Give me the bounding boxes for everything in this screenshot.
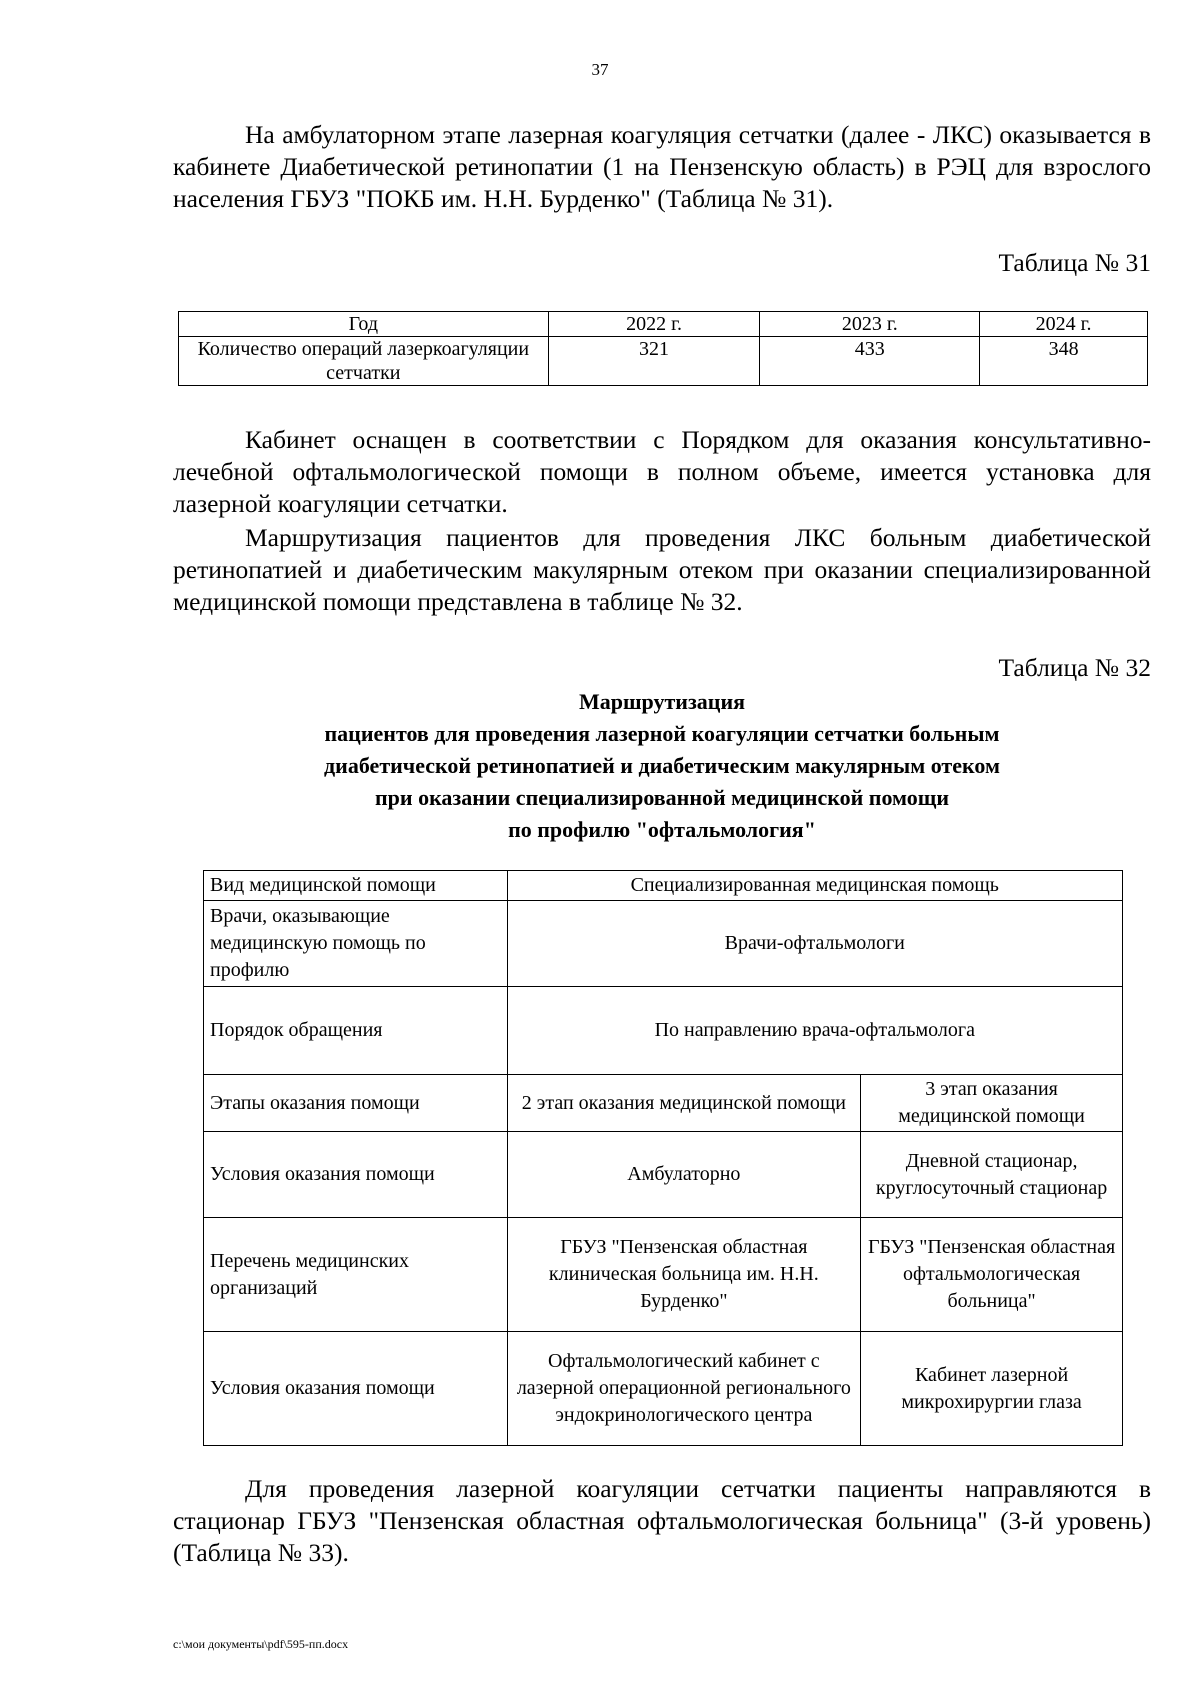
table-header-cell: 2023 г. (760, 312, 980, 337)
page-number: 37 (591, 60, 609, 79)
row-label: Вид медицинской помощи (204, 871, 508, 901)
row-value: Специализированная медицинская помощь (507, 871, 1122, 901)
table-row (204, 987, 1123, 1075)
table-row-label: Количество операций лазеркоагуляции сетчатки (179, 337, 549, 386)
table-row (204, 1132, 1123, 1218)
row-label: Перечень медицинских организаций (204, 1218, 508, 1332)
table-31 (178, 311, 1148, 386)
row-label: Врачи, оказывающие медицинскую помощь по профилю (204, 901, 508, 987)
file-path-footer: c:\мои документы\pdf\595-пп.docx (173, 1637, 349, 1651)
stage-3-cell: Дневной стационар, круглосуточный стационар (861, 1132, 1123, 1218)
table-32-title (173, 686, 1151, 846)
table-row (179, 337, 1148, 386)
stage-2-cell: Амбулаторно (507, 1132, 861, 1218)
row-label: Условия оказания помощи (204, 1332, 508, 1446)
row-label: Этапы оказания помощи (204, 1075, 508, 1132)
table-31-caption: Таблица № 31 (998, 248, 1151, 277)
title-line: Маршрутизация (578, 689, 746, 714)
table-32-caption: Таблица № 32 (998, 653, 1151, 682)
table-row (204, 871, 1123, 901)
stage-3-cell: ГБУЗ "Пензенская областная офтальмологическая больница" (861, 1218, 1123, 1332)
table-row (204, 901, 1123, 987)
table-header-cell: 2024 г. (980, 312, 1148, 337)
table-32 (203, 870, 1123, 1446)
table-header-cell: Год (179, 312, 549, 337)
table-row (204, 1332, 1123, 1446)
title-line: пациентов для проведения лазерной коагуляции сетчатки больным (324, 721, 1000, 746)
table-row (179, 312, 1148, 337)
table-cell-2024: 348 (980, 337, 1148, 386)
title-line: по профилю "офтальмология" (508, 817, 816, 842)
paragraph-hospital: Для проведения лазерной коагуляции сетчатки пациенты направляются в стационар ГБУЗ "Пензенская областная офтальмологическая больница" (3-й уровень) (Таблица № 33). (173, 1474, 1151, 1567)
table-row (204, 1075, 1123, 1132)
table-row (204, 1218, 1123, 1332)
stage-2-cell: 2 этап оказания медицинской помощи (507, 1075, 861, 1132)
table-header-cell: 2022 г. (548, 312, 760, 337)
row-value: Врачи-офтальмологи (507, 901, 1122, 987)
table-cell-2022: 321 (548, 337, 760, 386)
table-cell-2023: 433 (760, 337, 980, 386)
row-label: Порядок обращения (204, 987, 508, 1075)
paragraph-ambulatory: На амбулаторном этапе лазерная коагуляция сетчатки (далее - ЛКС) оказывается в кабинете Диабетической ретинопатии (1 на Пензенскую область) в РЭЦ для взрослого населения ГБУЗ "ПОКБ им. Н.Н. Бурденко" (Таблица № 31). (173, 120, 1151, 213)
row-label: Условия оказания помощи (204, 1132, 508, 1218)
stage-2-cell: ГБУЗ "Пензенская областная клиническая больница им. Н.Н. Бурденко" (507, 1218, 861, 1332)
stage-2-cell: Офтальмологический кабинет с лазерной операционной регионального эндокринологического центра (507, 1332, 861, 1446)
row-value: По направлению врача-офтальмолога (507, 987, 1122, 1075)
stage-3-cell: 3 этап оказания медицинской помощи (861, 1075, 1123, 1132)
paragraph-routing: Маршрутизация пациентов для проведения ЛКС больным диабетической ретинопатией и диабетическим макулярным отеком при оказании специализированной медицинской помощи представлена в таблице № 32. (173, 523, 1151, 616)
stage-3-cell: Кабинет лазерной микрохирургии глаза (861, 1332, 1123, 1446)
title-line: при оказании специализированной медицинской помощи (375, 785, 949, 810)
paragraph-equipment: Кабинет оснащен в соответствии с Порядком для оказания консультативно-лечебной офтальмологической помощи в полном объеме, имеется установка для лазерной коагуляции сетчатки. (173, 425, 1151, 518)
title-line: диабетической ретинопатией и диабетическим макулярным отеком (324, 753, 1000, 778)
